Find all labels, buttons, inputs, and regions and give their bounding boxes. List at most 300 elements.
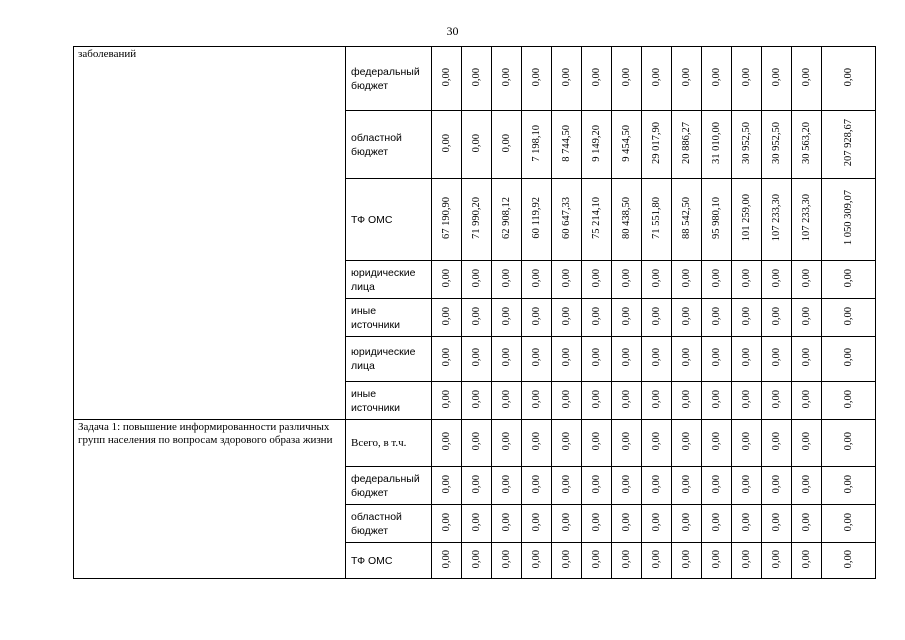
year-value-cell [792,420,822,467]
value-text: 0,00 [530,474,542,494]
year-value-cell [522,179,552,261]
value-text: 0,00 [620,474,632,494]
total-value-cell [822,543,876,579]
year-value-cell [582,337,612,382]
value-text: 75 214,10 [590,197,602,239]
value-text: 0,00 [620,306,632,326]
year-value-cell [552,261,582,299]
year-value-cell [522,47,552,111]
year-value-cell [432,111,462,179]
value-text: 0,00 [650,512,662,532]
year-value-cell [462,467,492,505]
year-value-cell [612,467,642,505]
year-value-cell [642,543,672,579]
total-value-cell [822,382,876,420]
value-text: 0,00 [800,549,812,569]
year-value-cell [732,467,762,505]
year-value-cell [702,337,732,382]
year-value-cell [702,382,732,420]
value-text: 0,00 [710,348,722,367]
year-value-cell [492,543,522,579]
value-text: 0,00 [740,306,752,326]
value-text: 0,00 [650,67,662,87]
value-text: 0,00 [590,512,602,532]
value-text: 0,00 [500,512,512,532]
year-value-cell [522,505,552,543]
year-value-cell [762,261,792,299]
value-text: 0,00 [770,67,782,87]
year-value-cell [792,179,822,261]
year-value-cell [582,382,612,420]
year-value-cell [432,505,462,543]
year-value-cell [762,467,792,505]
value-text: 101 259,00 [740,194,752,242]
value-text: 0,00 [710,67,722,87]
value-text: 0,00 [650,348,662,367]
year-value-cell [612,111,642,179]
value-text: 0,00 [680,512,692,532]
value-text: 0,00 [740,348,752,367]
year-value-cell [462,179,492,261]
value-text: 29 017,90 [650,122,662,164]
year-value-cell [582,543,612,579]
value-text: 0,00 [680,474,692,494]
value-text: 0,00 [842,512,854,532]
year-value-cell [582,420,612,467]
year-value-cell [552,179,582,261]
year-value-cell [732,179,762,261]
value-text: 0,00 [650,268,662,288]
year-value-cell [792,467,822,505]
value-text: 80 438,50 [620,197,632,239]
year-value-cell [522,337,552,382]
value-text: 1 050 309,07 [842,190,854,246]
value-text: 0,00 [560,306,572,326]
value-text: 0,00 [470,389,482,409]
year-value-cell [792,261,822,299]
year-value-cell [642,467,672,505]
funding-source-cell: юридические лица [346,261,432,299]
year-value-cell [612,505,642,543]
year-value-cell [792,337,822,382]
year-value-cell [762,337,792,382]
year-value-cell [552,382,582,420]
value-text: 0,00 [500,133,512,153]
value-text: 0,00 [800,512,812,532]
year-value-cell [492,467,522,505]
year-value-cell [762,505,792,543]
value-text: 0,00 [740,474,752,494]
value-text: 0,00 [620,549,632,569]
total-value-cell [822,179,876,261]
year-value-cell [432,179,462,261]
value-text: 0,00 [800,67,812,87]
value-text: 0,00 [500,67,512,87]
year-value-cell [672,337,702,382]
value-text: 0,00 [680,432,692,451]
value-text: 88 542,50 [680,197,692,239]
value-text: 9 454,50 [620,124,632,162]
value-text: 0,00 [620,512,632,532]
value-text: 0,00 [440,389,452,409]
year-value-cell [492,382,522,420]
year-value-cell [492,337,522,382]
value-text: 0,00 [770,306,782,326]
year-value-cell [792,47,822,111]
year-value-cell [642,111,672,179]
value-text: 0,00 [530,549,542,569]
value-text: 0,00 [740,389,752,409]
value-text: 0,00 [500,474,512,494]
year-value-cell [732,337,762,382]
value-text: 0,00 [470,432,482,451]
value-text: 0,00 [440,348,452,367]
year-value-cell [612,543,642,579]
year-value-cell [492,420,522,467]
value-text: 0,00 [560,474,572,494]
value-text: 0,00 [590,268,602,288]
funding-source-cell: иные источники [346,299,432,337]
year-value-cell [612,299,642,337]
year-value-cell [522,299,552,337]
value-text: 31 010,00 [710,122,722,164]
value-text: 9 149,20 [590,124,602,162]
year-value-cell [762,111,792,179]
year-value-cell [762,382,792,420]
value-text: 8 744,50 [560,124,572,162]
year-value-cell [642,337,672,382]
year-value-cell [702,543,732,579]
funding-source-cell: Всего, в т.ч. [346,420,432,467]
value-text: 0,00 [530,67,542,87]
year-value-cell [432,47,462,111]
year-value-cell [642,420,672,467]
task-cell: заболеваний [74,47,346,420]
value-text: 0,00 [800,474,812,494]
year-value-cell [792,111,822,179]
value-text: 0,00 [500,549,512,569]
value-text: 0,00 [620,432,632,451]
value-text: 20 886,27 [680,122,692,164]
value-text: 0,00 [440,67,452,87]
year-value-cell [732,111,762,179]
year-value-cell [552,299,582,337]
value-text: 0,00 [770,432,782,451]
value-text: 7 198,10 [530,124,542,162]
year-value-cell [642,261,672,299]
year-value-cell [432,382,462,420]
value-text: 0,00 [500,268,512,288]
value-text: 0,00 [470,512,482,532]
value-text: 0,00 [650,389,662,409]
total-value-cell [822,261,876,299]
value-text: 0,00 [680,348,692,367]
year-value-cell [582,261,612,299]
year-value-cell [792,505,822,543]
value-text: 0,00 [590,67,602,87]
value-text: 95 980,10 [710,197,722,239]
value-text: 0,00 [470,133,482,153]
year-value-cell [672,261,702,299]
value-text: 0,00 [470,549,482,569]
page-number: 30 [446,24,459,38]
table-row [74,47,876,111]
year-value-cell [732,47,762,111]
year-value-cell [642,179,672,261]
year-value-cell [672,543,702,579]
total-value-cell [822,337,876,382]
funding-source-cell: иные источники [346,382,432,420]
year-value-cell [552,467,582,505]
year-value-cell [552,543,582,579]
value-text: 30 952,50 [740,122,752,164]
year-value-cell [612,179,642,261]
year-value-cell [552,337,582,382]
value-text: 0,00 [650,474,662,494]
year-value-cell [612,47,642,111]
year-value-cell [582,467,612,505]
value-text: 0,00 [770,474,782,494]
value-text: 0,00 [560,348,572,367]
value-text: 0,00 [710,474,722,494]
value-text: 0,00 [740,67,752,87]
year-value-cell [612,337,642,382]
value-text: 0,00 [770,348,782,367]
value-text: 30 563,20 [800,122,812,164]
value-text: 0,00 [800,306,812,326]
year-value-cell [462,420,492,467]
year-value-cell [732,505,762,543]
year-value-cell [432,299,462,337]
value-text: 0,00 [842,268,854,288]
value-text: 60 119,92 [530,197,542,239]
value-text: 0,00 [440,549,452,569]
value-text: 0,00 [710,389,722,409]
year-value-cell [642,505,672,543]
value-text: 0,00 [800,389,812,409]
value-text: 0,00 [770,268,782,288]
value-text: 0,00 [710,306,722,326]
year-value-cell [612,382,642,420]
value-text: 0,00 [590,432,602,451]
value-text: 0,00 [530,306,542,326]
year-value-cell [462,543,492,579]
funding-source-cell: федеральный бюджет [346,467,432,505]
year-value-cell [792,299,822,337]
year-value-cell [612,261,642,299]
value-text: 207 928,67 [842,119,854,167]
value-text: 0,00 [650,549,662,569]
year-value-cell [702,111,732,179]
year-value-cell [492,179,522,261]
year-value-cell [462,299,492,337]
value-text: 0,00 [470,268,482,288]
value-text: 0,00 [440,306,452,326]
year-value-cell [462,261,492,299]
value-text: 0,00 [842,306,854,326]
year-value-cell [462,111,492,179]
value-text: 0,00 [530,268,542,288]
year-value-cell [462,505,492,543]
value-text: 0,00 [560,389,572,409]
year-value-cell [672,420,702,467]
value-text: 0,00 [440,133,452,153]
value-text: 0,00 [650,432,662,451]
year-value-cell [462,382,492,420]
funding-source-cell: ТФ ОМС [346,543,432,579]
value-text: 60 647,33 [560,197,572,239]
total-value-cell [822,299,876,337]
value-text: 0,00 [842,474,854,494]
value-text: 0,00 [590,306,602,326]
table-row [74,420,876,467]
year-value-cell [672,111,702,179]
value-text: 0,00 [740,268,752,288]
value-text: 0,00 [500,389,512,409]
funding-source-cell: областной бюджет [346,505,432,543]
value-text: 0,00 [590,474,602,494]
value-text: 0,00 [470,348,482,367]
value-text: 0,00 [680,67,692,87]
year-value-cell [522,543,552,579]
value-text: 0,00 [842,549,854,569]
value-text: 0,00 [500,306,512,326]
year-value-cell [552,47,582,111]
year-value-cell [702,299,732,337]
value-text: 0,00 [440,432,452,451]
budget-table [73,46,876,579]
year-value-cell [432,543,462,579]
year-value-cell [702,467,732,505]
year-value-cell [492,111,522,179]
total-value-cell [822,47,876,111]
funding-source-cell: федеральный бюджет [346,47,432,111]
funding-source-cell: юридические лица [346,337,432,382]
year-value-cell [492,505,522,543]
value-text: 0,00 [590,348,602,367]
value-text: 0,00 [770,512,782,532]
value-text: 0,00 [680,306,692,326]
value-text: 0,00 [680,389,692,409]
value-text: 0,00 [680,549,692,569]
year-value-cell [672,505,702,543]
year-value-cell [792,382,822,420]
value-text: 71 551,80 [650,197,662,239]
year-value-cell [732,420,762,467]
value-text: 0,00 [560,512,572,532]
value-text: 0,00 [590,389,602,409]
year-value-cell [672,382,702,420]
year-value-cell [522,261,552,299]
year-value-cell [702,47,732,111]
year-value-cell [642,382,672,420]
value-text: 0,00 [800,268,812,288]
year-value-cell [612,420,642,467]
value-text: 0,00 [620,268,632,288]
value-text: 0,00 [770,389,782,409]
value-text: 0,00 [710,549,722,569]
year-value-cell [462,47,492,111]
year-value-cell [672,299,702,337]
value-text: 0,00 [800,432,812,451]
year-value-cell [702,179,732,261]
total-value-cell [822,111,876,179]
year-value-cell [582,505,612,543]
total-value-cell [822,420,876,467]
total-value-cell [822,467,876,505]
year-value-cell [672,179,702,261]
value-text: 62 908,12 [500,197,512,239]
year-value-cell [432,337,462,382]
year-value-cell [552,505,582,543]
value-text: 0,00 [440,268,452,288]
value-text: 0,00 [680,268,692,288]
year-value-cell [762,299,792,337]
funding-source-cell: ТФ ОМС [346,179,432,261]
year-value-cell [702,420,732,467]
value-text: 0,00 [842,389,854,409]
value-text: 0,00 [710,432,722,451]
value-text: 0,00 [530,512,542,532]
year-value-cell [702,261,732,299]
value-text: 0,00 [500,348,512,367]
year-value-cell [492,299,522,337]
year-value-cell [522,467,552,505]
year-value-cell [522,382,552,420]
year-value-cell [462,337,492,382]
value-text: 107 233,30 [800,194,812,242]
year-value-cell [792,543,822,579]
value-text: 0,00 [470,306,482,326]
year-value-cell [522,111,552,179]
year-value-cell [732,299,762,337]
value-text: 0,00 [710,268,722,288]
value-text: 0,00 [560,268,572,288]
year-value-cell [432,261,462,299]
year-value-cell [552,111,582,179]
year-value-cell [582,111,612,179]
value-text: 0,00 [740,549,752,569]
year-value-cell [732,382,762,420]
value-text: 0,00 [620,67,632,87]
value-text: 0,00 [500,432,512,451]
year-value-cell [432,420,462,467]
value-text: 0,00 [440,512,452,532]
year-value-cell [732,543,762,579]
year-value-cell [642,47,672,111]
year-value-cell [552,420,582,467]
value-text: 0,00 [710,512,722,532]
value-text: 0,00 [800,348,812,367]
value-text: 0,00 [560,67,572,87]
year-value-cell [582,299,612,337]
year-value-cell [702,505,732,543]
value-text: 0,00 [842,348,854,367]
year-value-cell [672,467,702,505]
value-text: 30 952,50 [770,122,782,164]
value-text: 0,00 [530,348,542,367]
value-text: 0,00 [740,512,752,532]
value-text: 0,00 [530,389,542,409]
value-text: 0,00 [560,549,572,569]
value-text: 0,00 [740,432,752,451]
value-text: 0,00 [440,474,452,494]
year-value-cell [762,47,792,111]
year-value-cell [762,420,792,467]
value-text: 0,00 [530,432,542,451]
value-text: 0,00 [650,306,662,326]
year-value-cell [432,467,462,505]
